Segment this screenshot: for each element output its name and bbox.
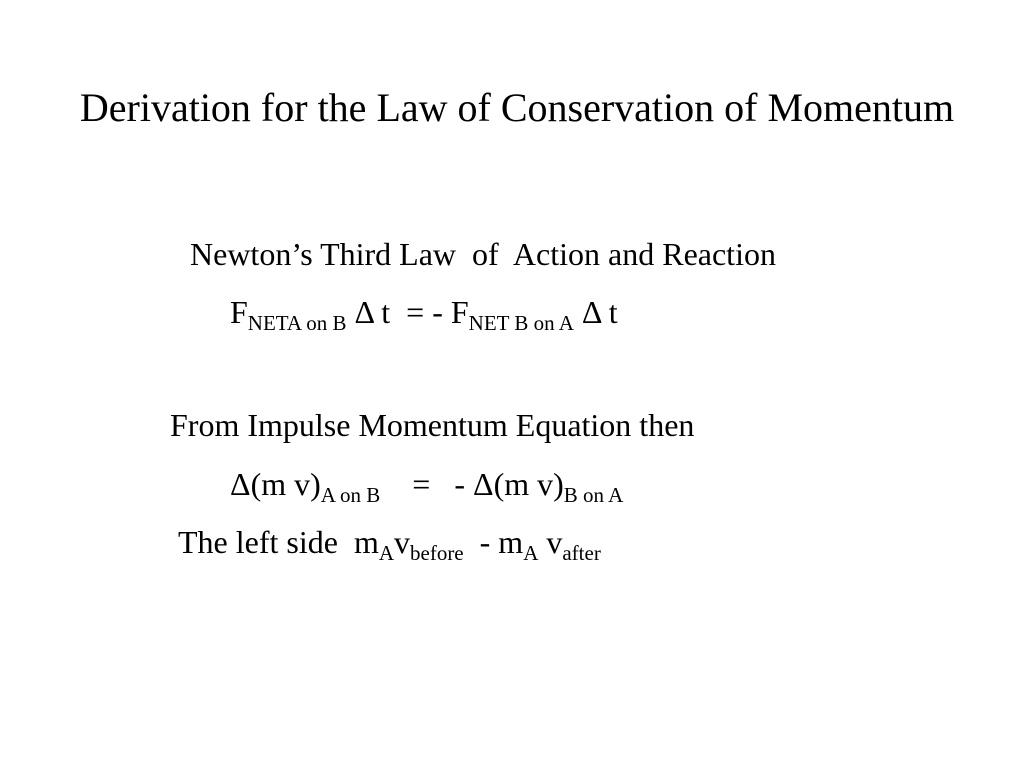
velocity-before-symbol: v [394, 524, 410, 560]
force-subscript-a-on-b: NETA on B [247, 311, 347, 335]
velocity-subscript-before: before [410, 541, 464, 565]
momentum-change-lhs: Δ(m v) [230, 466, 321, 502]
velocity-after-symbol: v [538, 524, 563, 560]
impulse-momentum-line: From Impulse Momentum Equation then [170, 407, 695, 443]
equation-end: Δ t [573, 294, 618, 330]
momentum-subscript-a-on-b: A on B [320, 483, 381, 507]
left-side-text: The left side m [178, 524, 379, 560]
newtons-third-law-line: Newton’s Third Law of Action and Reaction [190, 236, 776, 272]
minus-mass: - m [463, 524, 524, 560]
momentum-change-equation [230, 464, 624, 507]
mass-subscript-a-2: A [523, 541, 539, 565]
momentum-change-rhs: = - Δ(m v) [380, 466, 564, 502]
third-law-equation [230, 292, 618, 335]
force-symbol: F [230, 294, 248, 330]
velocity-subscript-after: after [562, 541, 601, 565]
momentum-subscript-b-on-a: B on A [563, 483, 624, 507]
slide-title: Derivation for the Law of Conservation of Momentum [79, 85, 955, 130]
left-side-line [178, 522, 601, 565]
mass-subscript-a-1: A [378, 541, 394, 565]
equation-middle: Δ t = - F [346, 294, 469, 330]
force-subscript-b-on-a: NET B on A [468, 311, 574, 335]
